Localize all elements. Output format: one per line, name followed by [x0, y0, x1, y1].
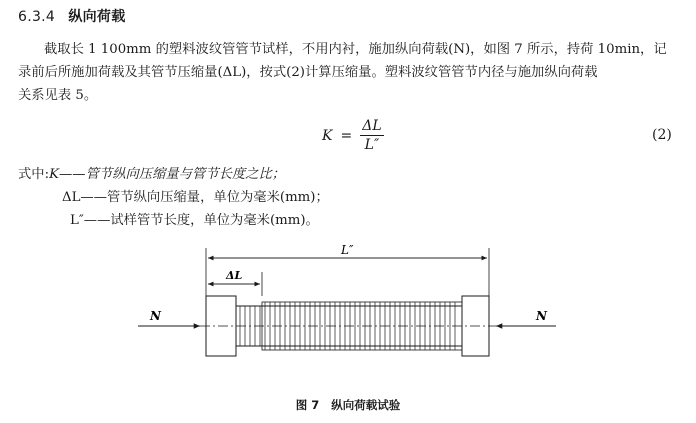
label-force-left: N: [150, 309, 161, 323]
force-arrow-left: [138, 309, 200, 326]
label-force-right: N: [536, 309, 547, 323]
formula: [322, 118, 384, 153]
section-number: 6.3.4: [18, 9, 56, 25]
formula-numerator: ΔL: [362, 118, 382, 134]
formula-denominator: L″: [364, 137, 380, 153]
label-total-length: L″: [341, 244, 354, 257]
definition-k: [18, 163, 329, 186]
paragraph-line-3: 关系见表 5。: [18, 88, 98, 103]
dimension-total-length: [206, 244, 489, 296]
definition-l: L″——试样管节长度，单位为毫米(mm)。: [70, 213, 319, 228]
definition-k-text: K——管节纵向压缩量与管节长度之比；: [49, 167, 286, 182]
formula-lhs: K: [322, 127, 333, 144]
figure-caption: [0, 397, 696, 413]
definitions-intro: 式中:: [18, 167, 50, 182]
figure-longitudinal-load-test: [0, 244, 696, 394]
definitions: [18, 163, 329, 232]
caption-number: 图 7: [295, 398, 320, 412]
section-heading: [18, 6, 126, 26]
formula-number: (2): [652, 127, 672, 143]
formula-equals: =: [340, 127, 353, 144]
definition-delta-l: ΔL——管节纵向压缩量，单位为毫米(mm)；: [62, 190, 329, 205]
section-title: 纵向荷载: [68, 9, 126, 25]
paragraph-line-1: 截取长 1 100mm 的塑料波纹管管节试样，不用内衬，施加纵向荷载(N)，如图 7 所示，持荷 10min，记: [44, 42, 667, 57]
label-delta-l: ΔL: [226, 269, 243, 282]
dimension-delta-l: [208, 269, 262, 296]
paragraph-line-2: 录前后所施加荷载及其管节压缩量(ΔL)，按式(2)计算压缩量。塑料波纹管管节内径与施加纵向荷载: [18, 65, 598, 80]
force-arrow-right: [496, 309, 556, 326]
formula-fraction: [360, 118, 383, 153]
caption-title: 纵向荷载试验: [331, 398, 401, 412]
body-paragraph: [18, 38, 680, 107]
